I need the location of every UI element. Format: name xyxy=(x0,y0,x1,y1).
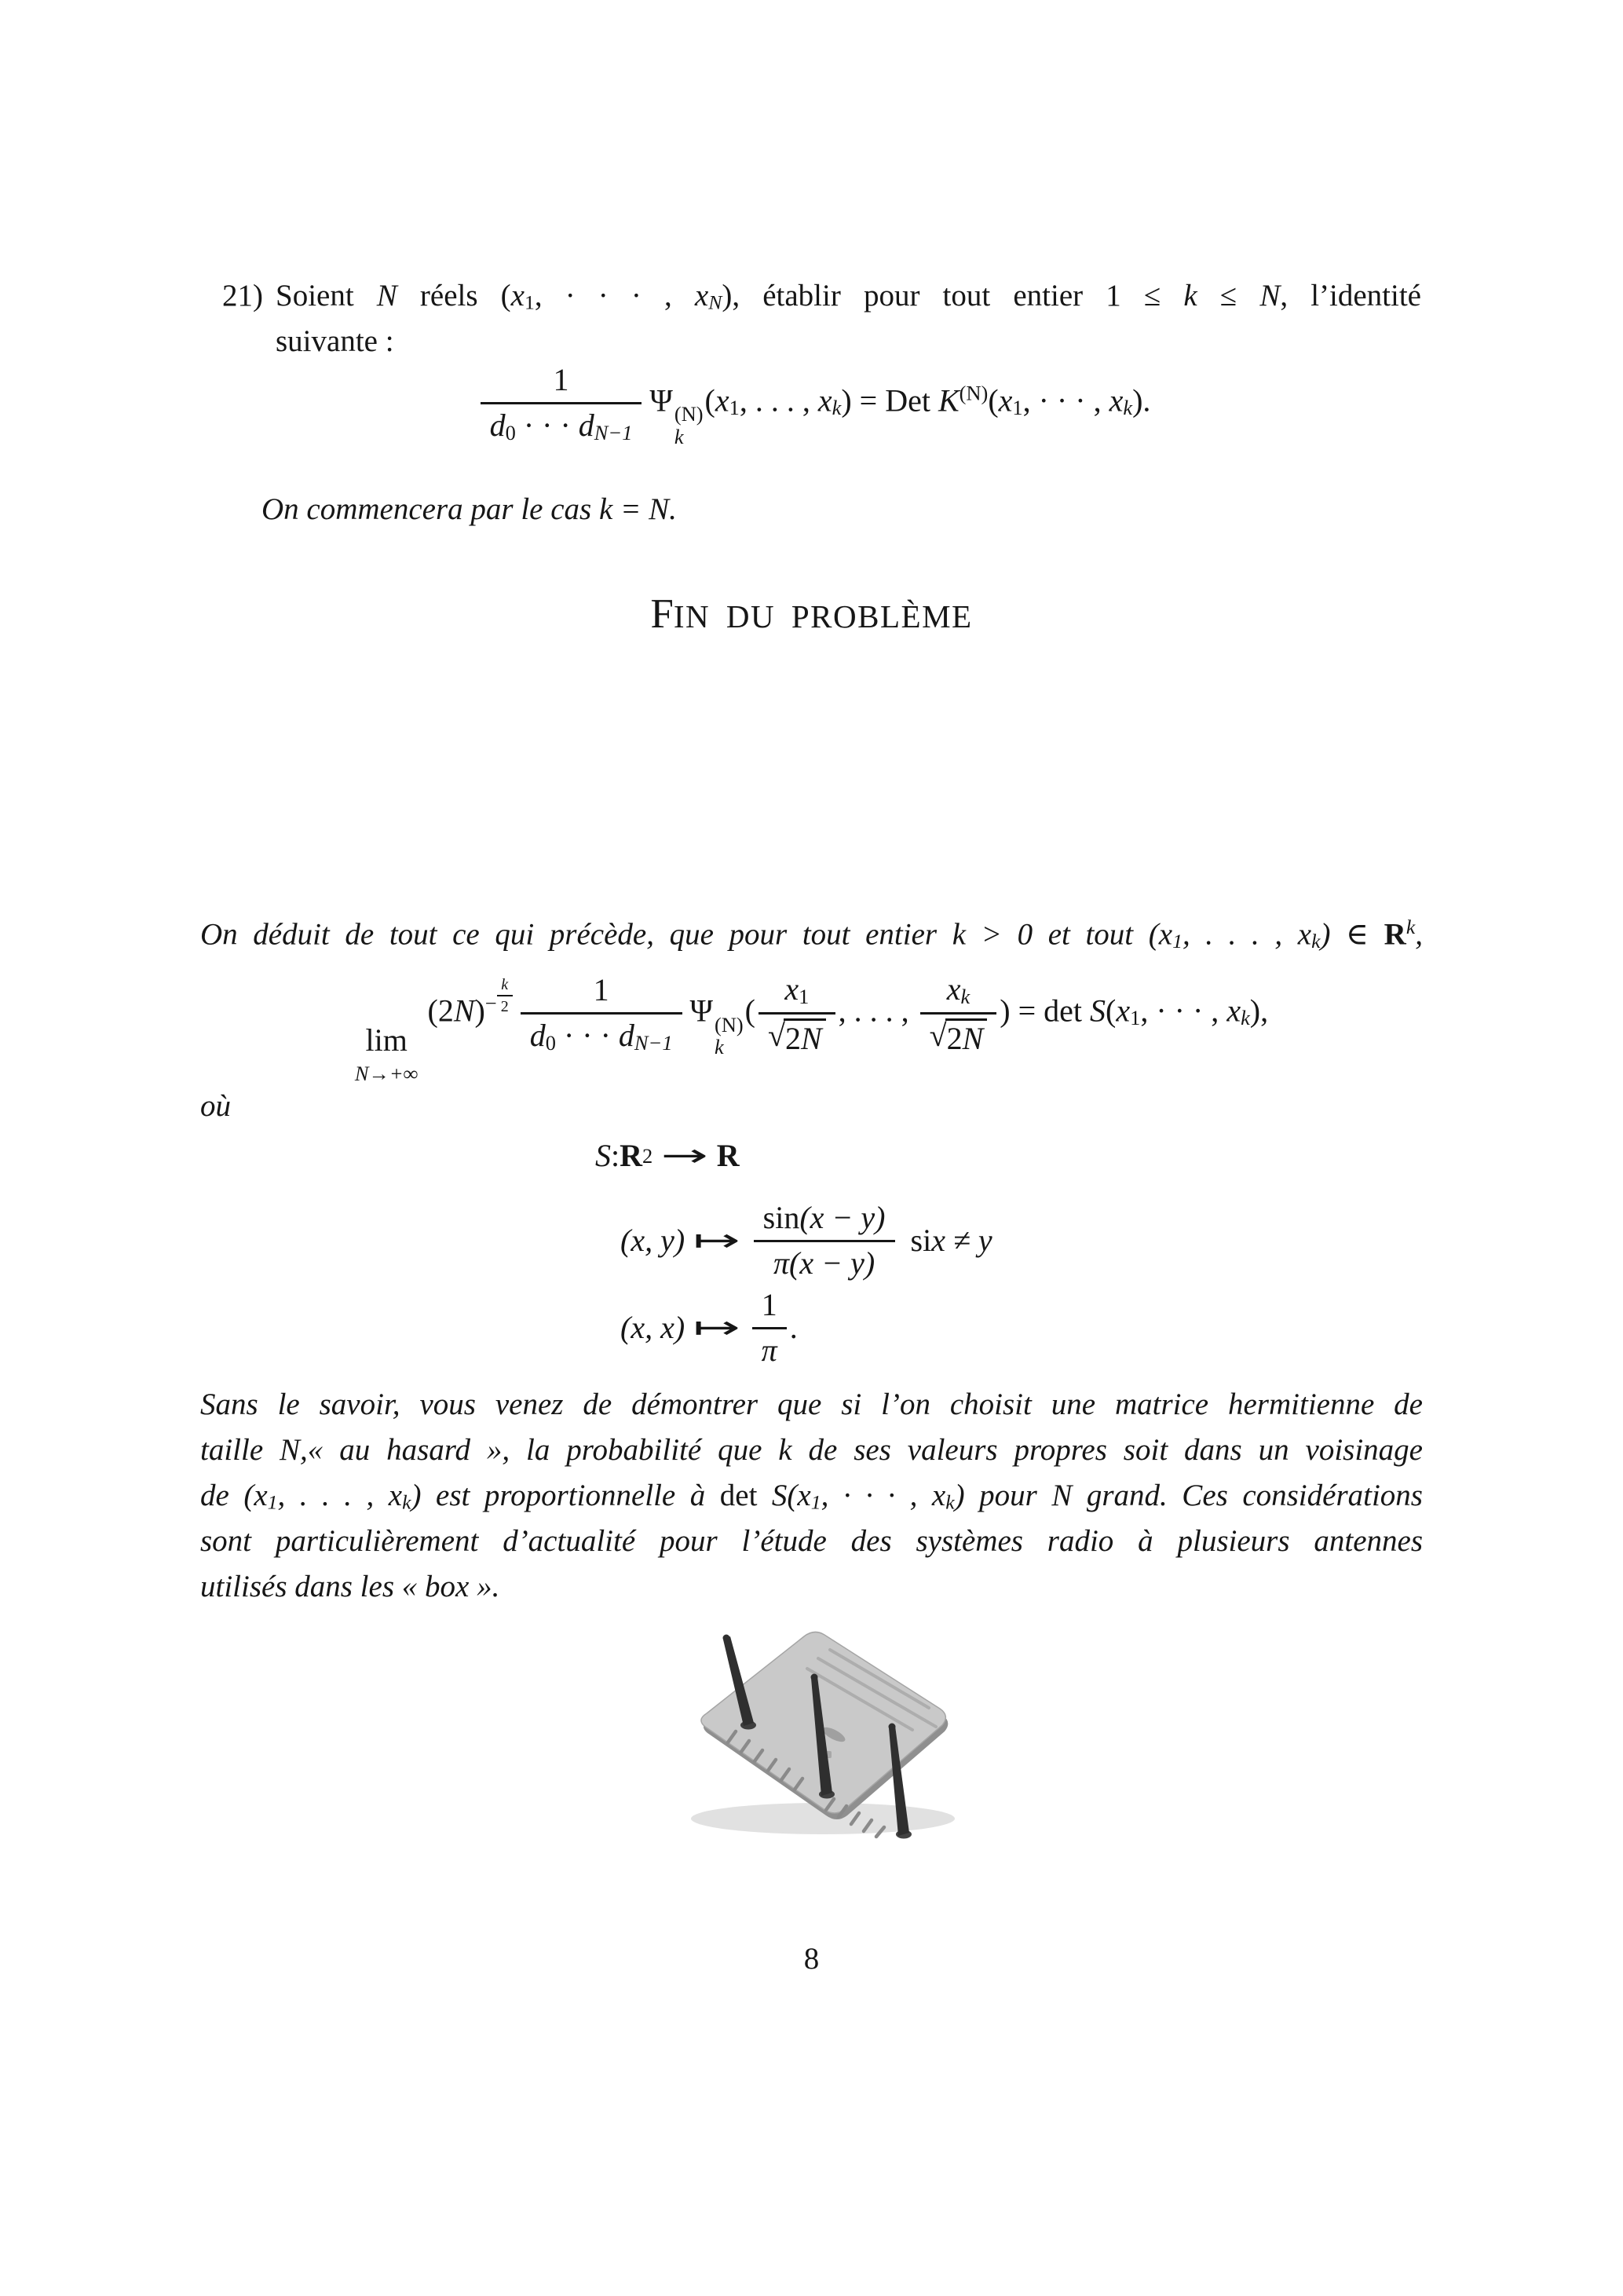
math-var: S xyxy=(771,1479,788,1512)
item-text xyxy=(276,273,1421,364)
exponent-fraction xyxy=(497,976,513,1015)
fraction-numerator xyxy=(754,1201,895,1240)
math-var: N xyxy=(800,1021,822,1057)
paragraph-line: suivante : xyxy=(276,324,394,358)
fraction-numerator: 1 xyxy=(553,362,569,397)
text-run: ) est proportionnelle à xyxy=(411,1479,720,1512)
math-var: x xyxy=(254,1479,268,1512)
fraction-numerator xyxy=(920,972,997,1012)
math-var: x xyxy=(1109,382,1124,419)
dots: , . . . , xyxy=(838,993,917,1029)
fraction-numerator: 1 xyxy=(761,1286,777,1322)
text-run: grand. Ces considérations xyxy=(1072,1479,1423,1512)
subscript: k xyxy=(1311,930,1321,952)
math-var: k xyxy=(952,917,967,952)
math-pair: (x, x) xyxy=(620,1310,685,1345)
math-expr: (x − y) xyxy=(789,1245,875,1281)
number: 2 xyxy=(784,1021,801,1057)
math-var: x xyxy=(946,971,961,1007)
text-run: si xyxy=(910,1223,932,1258)
math-var: x xyxy=(510,279,525,313)
text-run: > 0 et tout ( xyxy=(966,917,1159,952)
fraction-denominator xyxy=(758,1012,835,1055)
text-run: ) pour xyxy=(954,1479,1052,1512)
equation-identity xyxy=(0,363,1623,448)
radicand xyxy=(945,1018,988,1055)
subscript: 1 xyxy=(810,1490,821,1514)
math-var: x xyxy=(694,279,709,313)
exponent-minus: − xyxy=(484,991,497,1015)
text-run: On commencera par le cas xyxy=(261,492,599,526)
math-var: S xyxy=(1090,993,1106,1029)
math-var: x xyxy=(715,382,729,419)
paren: ) xyxy=(841,382,852,419)
math-var: x xyxy=(1116,993,1131,1029)
psi-symbol: Ψ xyxy=(649,382,673,419)
math-var: N xyxy=(962,1021,984,1057)
math-var: x xyxy=(784,971,799,1007)
paren: ), xyxy=(1249,993,1269,1029)
paren: ( xyxy=(427,993,438,1029)
fraction xyxy=(758,972,835,1055)
paragraph-line: utilisés dans les « box ». xyxy=(200,1570,500,1603)
end-of-problem-heading xyxy=(0,591,1623,637)
math-var: N xyxy=(1259,279,1281,313)
right-arrow: → xyxy=(660,1138,709,1174)
subscript: k xyxy=(1123,396,1133,419)
fraction xyxy=(521,973,682,1055)
period: . xyxy=(789,1310,798,1345)
operator-det: Det xyxy=(885,382,938,419)
s-definition-case-general xyxy=(620,1190,992,1291)
paren: ( xyxy=(988,382,999,419)
paren: ( xyxy=(787,1479,798,1512)
superscript: (N) xyxy=(674,402,704,426)
closing-paragraph xyxy=(200,1382,1423,1610)
subscript: k xyxy=(945,1490,955,1514)
fraction-denominator xyxy=(920,1012,997,1055)
text-run: de ( xyxy=(200,1479,254,1512)
paren: ). xyxy=(1132,382,1151,419)
math-var: x xyxy=(1226,993,1241,1029)
operator-det: det xyxy=(1044,993,1091,1029)
antenna-tip xyxy=(889,1724,896,1731)
text-run: réels ( xyxy=(397,279,511,313)
fraction-numerator: k xyxy=(497,976,513,996)
radical-sign: √ xyxy=(929,1018,947,1054)
dots: , . . . , xyxy=(739,382,818,419)
item-row xyxy=(222,273,1421,364)
subscript: N−1 xyxy=(634,1030,673,1055)
fraction xyxy=(752,1288,787,1369)
math-bold-R: R xyxy=(716,1138,740,1173)
s-definition-signature xyxy=(595,1140,740,1172)
subscript: 0 xyxy=(545,1030,556,1055)
psi-symbol: Ψ xyxy=(689,993,714,1029)
page-number: 8 xyxy=(803,1942,820,1976)
text-run: , xyxy=(1415,917,1424,952)
math-var: x xyxy=(1297,917,1312,952)
antenna-tip xyxy=(811,1674,818,1681)
dots: · · · xyxy=(555,1017,619,1053)
operator-sin: sin xyxy=(762,1199,800,1235)
text-run: ) ∈ xyxy=(1320,917,1384,952)
math-bold-R: R xyxy=(620,1138,643,1173)
math-var: k xyxy=(598,492,613,526)
math-var: d xyxy=(618,1017,634,1053)
text-run: On déduit de tout ce qui précède, que pour tout entier xyxy=(200,917,952,952)
text-run: ≤ xyxy=(1197,279,1260,313)
math-var: N xyxy=(1051,1479,1073,1512)
paren: ) xyxy=(474,993,485,1029)
subscript: k xyxy=(1241,1006,1250,1030)
math-var: x xyxy=(998,382,1013,419)
operator-det: det xyxy=(719,1479,772,1512)
fraction-denominator xyxy=(754,1240,895,1281)
paren: ( xyxy=(1106,993,1117,1029)
ou-connector: où xyxy=(200,1089,231,1123)
heading-smallcaps: IN DU PROBLÈME xyxy=(673,598,973,634)
subscript: 0 xyxy=(505,420,516,444)
fraction-denominator: π xyxy=(752,1327,787,1369)
deduction-line xyxy=(200,905,1423,950)
fraction-denominator xyxy=(481,402,642,444)
superscript: (N) xyxy=(715,1012,744,1036)
dots: , . . . , xyxy=(1182,917,1298,952)
paragraph-line: Sans le savoir, vous venez de démontrer que si l’on choisit une matrice hermitienne de xyxy=(200,1387,1423,1421)
dots: , · · · , xyxy=(821,1479,932,1512)
subscript: 1 xyxy=(1130,1006,1141,1030)
math-var: N xyxy=(649,492,670,526)
math-var: N xyxy=(376,279,397,313)
equals-sign: = xyxy=(612,492,649,526)
text-run: ), établir pour tout entier 1 ≤ xyxy=(722,279,1184,313)
fraction-denominator xyxy=(521,1012,682,1055)
mapsto-arrow: ↦ xyxy=(693,1310,741,1346)
subscript: N xyxy=(708,291,722,314)
text-run: , · · · , xyxy=(534,279,695,313)
math-expr: (x − y) xyxy=(799,1199,886,1235)
number: 2 xyxy=(946,1021,963,1057)
remark-line xyxy=(261,487,677,532)
fraction xyxy=(481,363,642,444)
fraction xyxy=(920,972,997,1055)
math-var: N xyxy=(453,993,475,1029)
math-var: x xyxy=(931,1479,946,1512)
math-var: x xyxy=(388,1479,403,1512)
fraction-denominator: 2 xyxy=(500,997,509,1015)
router-photo xyxy=(669,1607,975,1839)
square-root xyxy=(768,1018,826,1055)
dots: , · · · , xyxy=(1140,993,1227,1029)
fraction-numerator: 1 xyxy=(593,972,609,1008)
math-pair: (x, y) xyxy=(620,1223,685,1258)
subscript: 1 xyxy=(1012,396,1023,419)
superscript: (N) xyxy=(959,381,989,405)
subscript: 1 xyxy=(267,1490,278,1514)
limit-operator xyxy=(354,1022,419,1086)
paren: ( xyxy=(704,382,715,419)
dots: , . . . , xyxy=(277,1479,389,1512)
equals-sign: = xyxy=(1010,993,1044,1029)
subscript: 1 xyxy=(799,984,810,1008)
lim-text: lim xyxy=(365,1022,408,1058)
subscript: k xyxy=(832,396,842,419)
heading-initial: F xyxy=(650,591,674,637)
pi-symbol: π xyxy=(773,1245,790,1281)
superscript: k xyxy=(1406,916,1416,938)
subscript: k xyxy=(674,424,684,448)
math-var: S xyxy=(595,1138,611,1173)
square-root xyxy=(930,1018,988,1055)
paragraph-line xyxy=(200,1473,1423,1519)
paren: ( xyxy=(744,993,755,1029)
radical-sign: √ xyxy=(768,1018,785,1054)
paragraph-line: taille N,« au hasard », la probabilité que k de ses valeurs propres soit dans un voisinage xyxy=(200,1433,1423,1467)
math-var: K xyxy=(938,382,960,419)
mapsto-arrow: ↦ xyxy=(693,1223,741,1259)
sup-sub-stack xyxy=(715,1014,744,1058)
superscript: 2 xyxy=(642,1143,653,1168)
subscript: N−1 xyxy=(594,420,633,444)
math-var: x xyxy=(797,1479,811,1512)
math-var: x xyxy=(1158,917,1173,952)
dots: · · · xyxy=(515,407,579,443)
number: 2 xyxy=(437,993,454,1029)
math-var: k xyxy=(1183,279,1197,313)
equals-sign: = xyxy=(851,382,886,419)
math-var: d xyxy=(578,407,594,443)
text-run: . xyxy=(669,492,677,526)
math-var: x xyxy=(817,382,832,419)
problem-item-21 xyxy=(222,273,1421,364)
math-bold-R: R xyxy=(1384,917,1406,952)
fraction xyxy=(754,1201,895,1281)
text-run: , l’identité xyxy=(1280,279,1421,313)
paren: ) xyxy=(1000,993,1011,1029)
subscript: k xyxy=(960,984,971,1008)
paragraph-line xyxy=(276,273,1421,319)
subscript: 1 xyxy=(524,291,535,314)
math-var: d xyxy=(529,1017,546,1053)
subscript: k xyxy=(715,1035,724,1059)
sup-sub-stack xyxy=(674,403,704,448)
colon: : xyxy=(611,1138,620,1173)
antenna-tip xyxy=(723,1635,730,1642)
fraction-numerator xyxy=(758,972,835,1012)
math-condition: x ≠ y xyxy=(931,1223,992,1258)
s-definition-case-diagonal xyxy=(620,1286,798,1369)
dots: , · · · , xyxy=(1022,382,1109,419)
math-var: d xyxy=(489,407,506,443)
lim-underscript: N→+∞ xyxy=(354,1062,419,1086)
paragraph-line: sont particulièrement d’actualité pour l’étude des systèmes radio à plusieurs antennes xyxy=(200,1524,1423,1558)
radicand xyxy=(784,1018,826,1055)
subscript: 1 xyxy=(729,396,740,419)
text-run: Soient xyxy=(276,279,377,313)
subscript: 1 xyxy=(1172,930,1183,952)
subscript: k xyxy=(402,1490,411,1514)
item-number-label: 21) xyxy=(222,279,263,313)
equation-limit xyxy=(0,972,1623,1084)
